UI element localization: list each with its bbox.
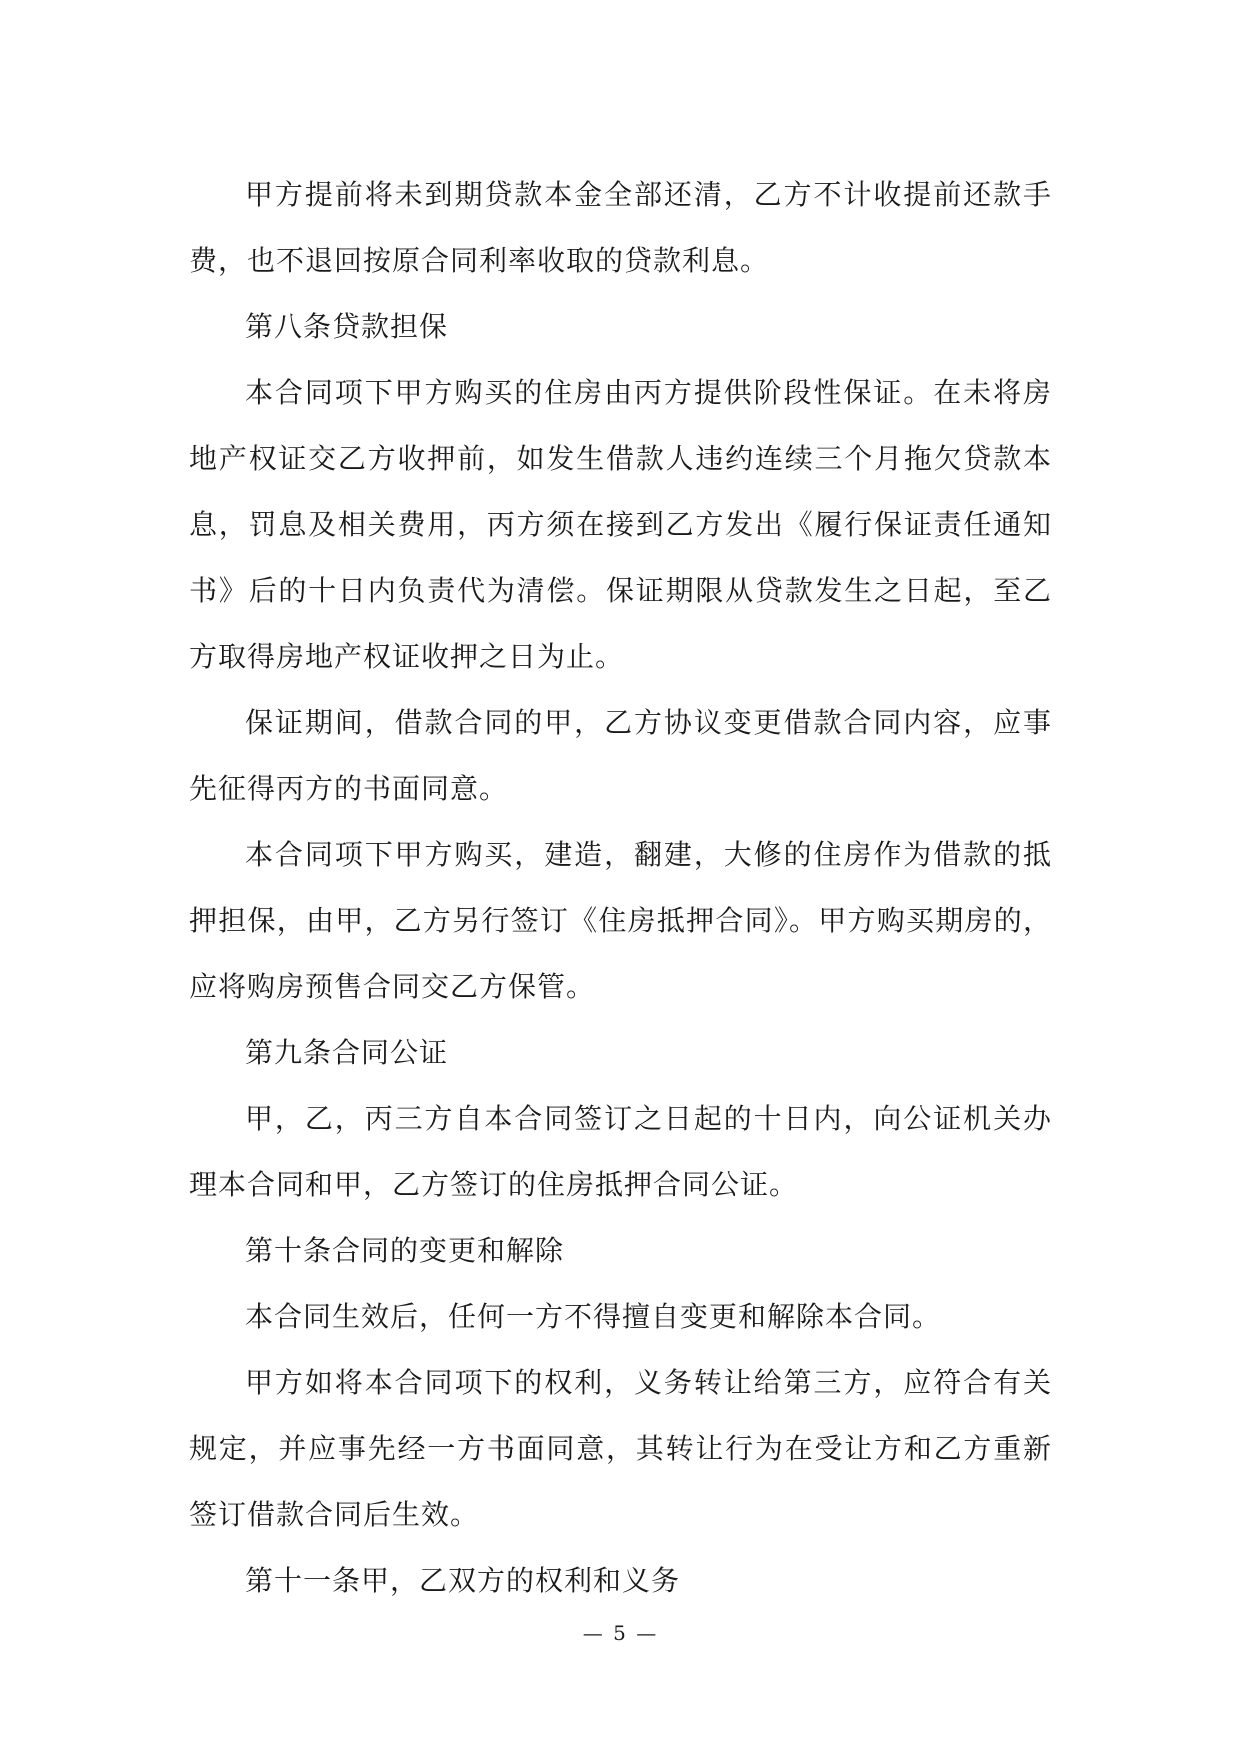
paragraph-transfer: 甲方如将本合同项下的权利，义务转让给第三方，应符合有关规定，并应事先经一方书面同意，其转让行为在受让方和乙方重新签订借款合同后生效。 (189, 1366, 1052, 1531)
paragraph-mortgage: 本合同项下甲方购买，建造，翻建，大修的住房作为借款的抵押担保，由甲，乙方另行签订《住房抵押合同》。甲方购买期房的，应将购房预售合同交乙方保管。 (189, 838, 1052, 1003)
paragraph-guarantee-period: 保证期间，借款合同的甲，乙方协议变更借款合同内容，应事先征得丙方的书面同意。 (189, 706, 1052, 805)
paragraph-notarization: 甲，乙，丙三方自本合同签订之日起的十日内，向公证机关办理本合同和甲，乙方签订的住房抵押合同公证。 (189, 1102, 1052, 1201)
paragraph-prepayment: 甲方提前将未到期贷款本金全部还清，乙方不计收提前还款手费，也不退回按原合同利率收取的贷款利息。 (189, 178, 1052, 277)
article-9-heading: 第九条合同公证 (245, 1036, 449, 1069)
paragraph-no-unilateral-change: 本合同生效后，任何一方不得擅自变更和解除本合同。 (245, 1300, 942, 1333)
article-8-heading: 第八条贷款担保 (245, 310, 449, 343)
article-11-heading: 第十一条甲，乙双方的权利和义务 (245, 1564, 681, 1597)
paragraph-guarantee: 本合同项下甲方购买的住房由丙方提供阶段性保证。在未将房地产权证交乙方收押前，如发生借款人违约连续三个月拖欠贷款本息，罚息及相关费用，丙方须在接到乙方发出《履行保证责任通知书》后的十日内负责代为清偿。保证期限从贷款发生之日起，至乙方取得房地产权证收押之日为止。 (189, 376, 1052, 673)
document-body (189, 162, 1052, 1614)
article-10-heading: 第十条合同的变更和解除 (245, 1234, 565, 1267)
page-number: — 5 — (582, 1621, 659, 1645)
